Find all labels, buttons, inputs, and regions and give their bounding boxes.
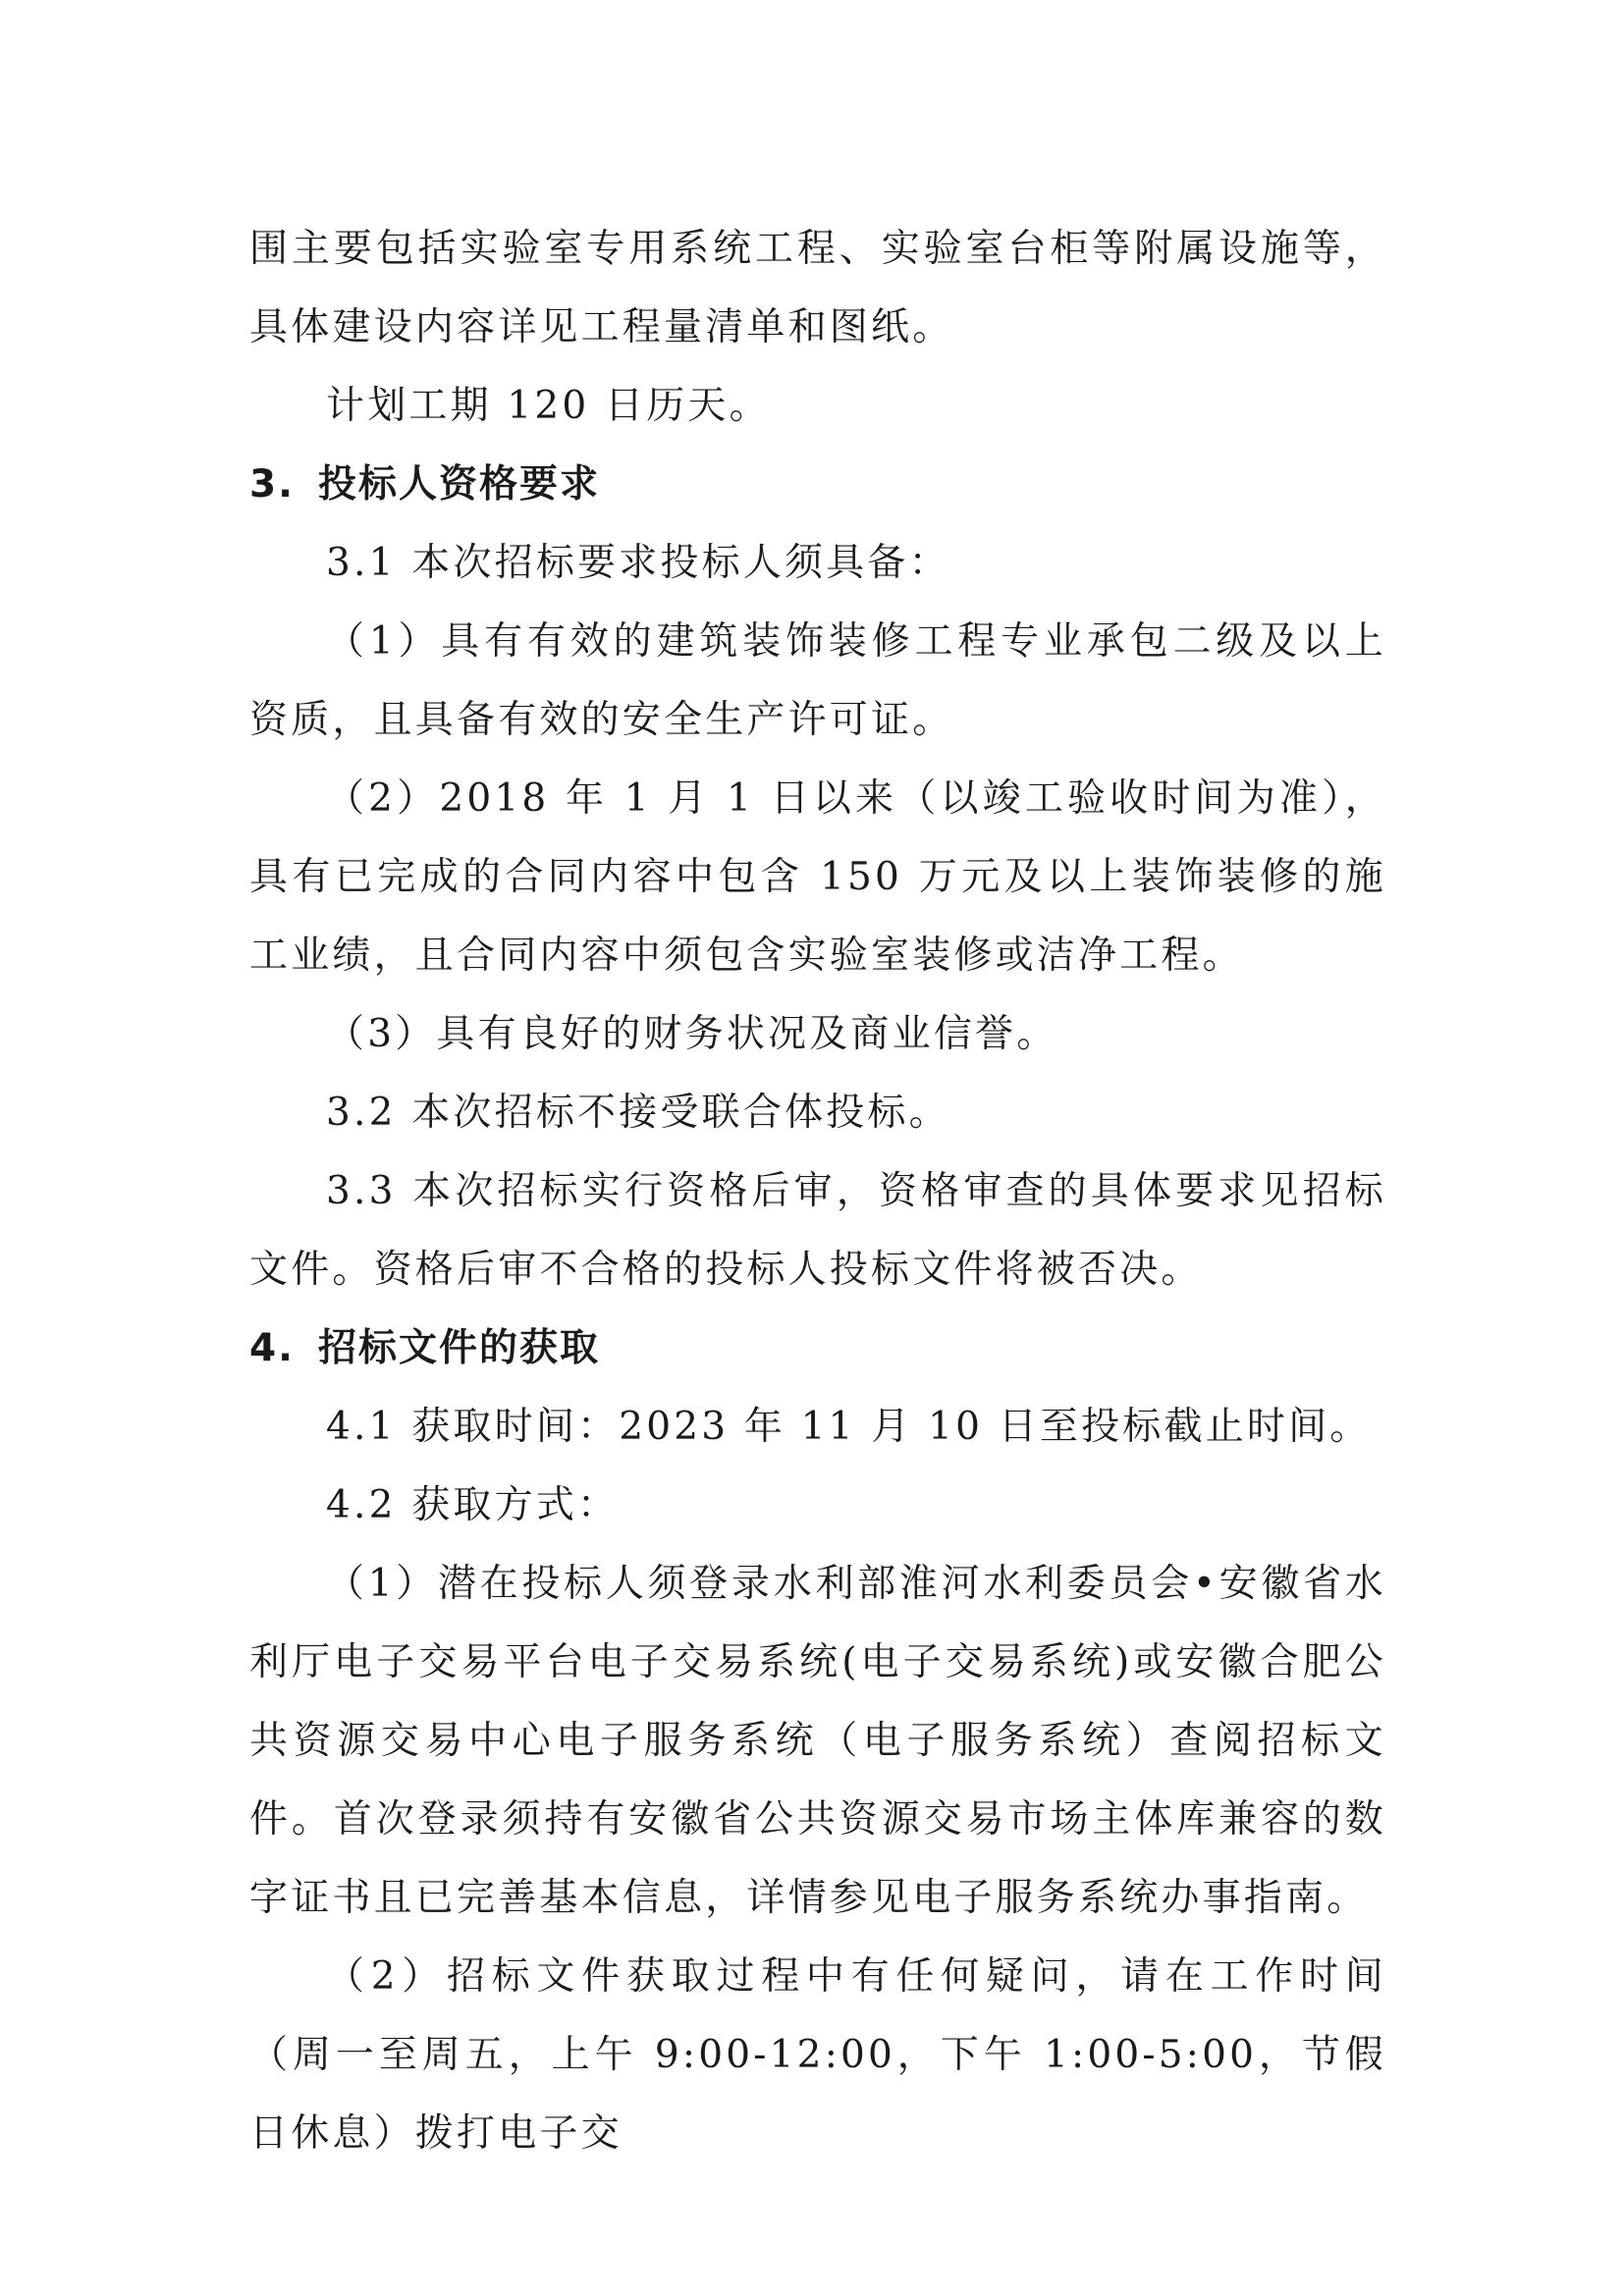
section-heading-3 bbox=[249, 446, 1386, 524]
paragraph-4-2-1: （1）潜在投标人须登录水利部淮河水利委员会•安徽省水利厅电子交易平台电子交易系统(电子交易系统)或安徽合肥公共资源交易中心电子服务系统（电子服务系统）查阅招标文件。首次登录须持有安徽省公共资源交易市场主体库兼容的数字证书且已完善基本信息，详情参见电子服务系统办事指南。 bbox=[249, 1562, 1386, 1920]
paragraph-3-1-2: （2）2018 年 1 月 1 日以来（以竣工验收时间为准），具有已完成的合同内容中包含 150 万元及以上装饰装修的施工业绩，且合同内容中须包含实验室装修或洁净工程。 bbox=[249, 776, 1386, 978]
section-heading-4 bbox=[249, 1309, 1386, 1388]
section-number-4: 4. bbox=[249, 1326, 295, 1370]
paragraph-4-1: 4.1 获取时间：2023 年 11 月 10 日至投标截止时间。 bbox=[326, 1405, 1372, 1449]
paragraph-3-2: 3.2 本次招标不接受联合体投标。 bbox=[326, 1091, 950, 1135]
paragraph-4-2-2: （2）招标文件获取过程中有任何疑问，请在工作时间（周一至周五，上午 9:00-12:00，下午 1:00-5:00，节假日休息）拨打电子交 bbox=[249, 1954, 1386, 2156]
paragraph-3-3: 3.3 本次招标实行资格后审，资格审查的具体要求见招标文件。资格后审不合格的投标人投标文件将被否决。 bbox=[249, 1169, 1386, 1292]
paragraph-scope-continued: 围主要包括实验室专用系统工程、实验室台柜等附属设施等，具体建设内容详见工程量清单和图纸。 bbox=[249, 227, 1386, 349]
paragraph-4-2: 4.2 获取方式： bbox=[326, 1483, 620, 1527]
document-body bbox=[249, 210, 1386, 2173]
section-number-3: 3. bbox=[249, 462, 295, 507]
paragraph-3-1-1: （1）具有有效的建筑装饰装修工程专业承包二级及以上资质，且具备有效的安全生产许可证。 bbox=[249, 619, 1386, 742]
section-title-4: 招标文件的获取 bbox=[317, 1326, 600, 1370]
paragraph-3-1: 3.1 本次招标要求投标人须具备： bbox=[326, 541, 950, 585]
section-title-3: 投标人资格要求 bbox=[317, 462, 600, 507]
paragraph-duration: 计划工期 120 日历天。 bbox=[326, 384, 771, 428]
paragraph-3-1-3: （3）具有良好的财务状况及商业信誉。 bbox=[326, 1012, 1058, 1056]
